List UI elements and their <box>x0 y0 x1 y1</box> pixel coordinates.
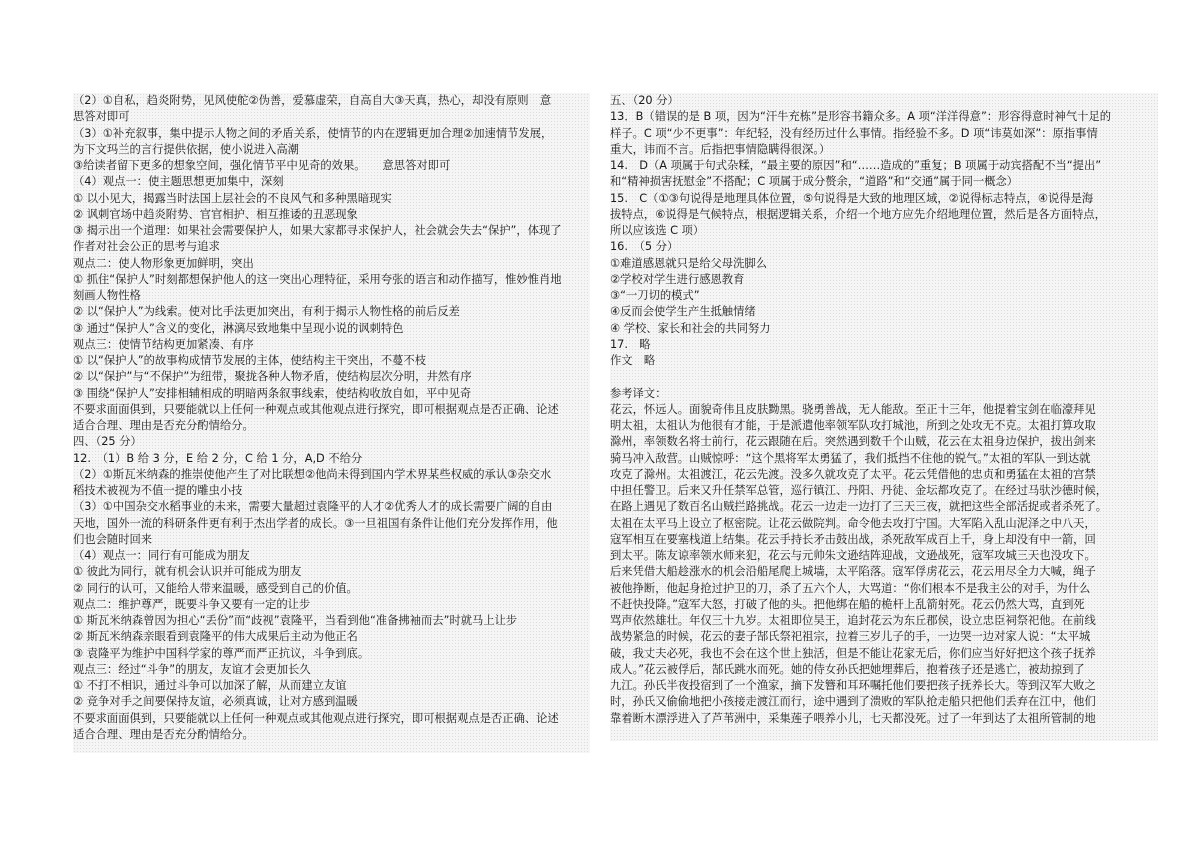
text-line: ② 讽刺官场中趋炎附势、官官相护、相互推诿的丑恶现象 <box>73 207 358 221</box>
text-line: ④反而会使学生产生抵触情绪 <box>610 305 756 319</box>
text-line: 后来凭借大船趁涨水的机会沿船尾爬上城墙，太平陷落。寇军俘虏花云，花云用尽全力大喊，绳子 <box>610 565 1096 579</box>
text-line: ① 斯瓦米纳森曾因为担心“丢份”而“歧视”袁隆平，当看到他“准备拂袖而去”时就马上让步 <box>73 614 518 627</box>
text-line: 适合合理、理由是否充分酌情给分。 <box>73 727 254 741</box>
text-line: （2）①自私，趋炎附势，见风使舵②伪善，爱慕虚荣，自高自大③天真，热心，却没有原则 意 <box>73 94 552 107</box>
text-line: 被他挣断，他起身抢过护卫的刀，杀了五六个人，大骂道：“你们根本不是我主公的对手，为什么 <box>610 581 1091 595</box>
text-line: 拔特点，⑥说得是气候特点，根据逻辑关系，介绍一个地方应先介绍地理位置，然后是各方面特点， <box>610 207 1106 221</box>
text-line: 九江。孙氏半夜投宿到了一个渔家，摘下发簪和耳环嘱托他们要把孩子抚养长大。等到汉军大败之 <box>610 679 1096 692</box>
text-line: ③ 袁隆平为维护中国科学家的尊严而严正抗议，斗争到底。 <box>73 646 370 660</box>
text-line: 骑马冲入敌营。山贼惊呼：“这个黑将军太勇猛了，我们抵挡不住他的锐气。”太祖的军队一到达就 <box>610 451 1091 465</box>
text-line: 所以应该选 C 项） <box>610 224 705 237</box>
text-line: 战势紧急的时候，花云的妻子郜氏祭祀祖宗，拉着三岁儿子的手，一边哭一边对家人说：“太平城 <box>610 630 1091 644</box>
text-line: 成人。”花云被俘后，郜氏跳水而死。她的侍女孙氏把她埋葬后，抱着孩子还是逃亡，被劫掠到了 <box>610 662 1085 676</box>
text-line: 13．B（错误的是 B 项，因为“汗牛充栋”是形容书籍众多。A 项“洋洋得意”：形容得意时神气十足的 <box>610 110 1112 124</box>
text-line: ② 同行的认可，又能给人带来温暖，感受到自己的价值。 <box>73 581 358 595</box>
text-line: 12. （1）B 给 3 分，E 给 2 分，C 给 1 分，A,D 不给分 <box>73 451 363 465</box>
text-line: 稻技术被视为不值一提的雕虫小技 <box>73 484 243 497</box>
text-line: ④ 学校、家长和社会的共同努力 <box>610 321 771 335</box>
text-line: 样子。C 项“少不更事”：年纪轻，没有经历过什么事情。指经验不多。D 项“讳莫如深”：原指事情 <box>610 126 1098 140</box>
text-line: 骂声依然雄壮。年仅三十九岁。太祖即位吴王，追封花云为东丘郡侯，设立忠臣祠祭祀他。在前线 <box>610 614 1096 627</box>
text-line: 作文 略 <box>610 354 656 367</box>
text-line: 五、（20 分） <box>610 94 679 107</box>
text-line: 思答对即可 <box>73 110 130 124</box>
text-line: ② 以“保护人”为线索。使对比手法更加突出，有利于揭示人物性格的前后反差 <box>73 305 460 319</box>
text-line: ③ 围绕“保护人”安排相辅相成的明暗两条叙事线索，使结构收放自如，平中见奇 <box>73 386 472 400</box>
text-line: ③给读者留下更多的想象空间，强化情节平中见奇的效果。 意思答对即可 <box>73 159 451 172</box>
text-line: 到太平。陈友谅率领水师来犯，花云与元帅朱文逊结阵迎战，文逊战死，寇军攻城三天也没攻下。 <box>610 549 1096 562</box>
text-line: 破，我丈夫必死，我也不会在这个世上独活，但是不能让花家无后，你们应当好好把这个孩子抚养 <box>610 646 1096 660</box>
text-line: ① 不打不相识，通过斗争可以加深了解，从而建立友谊 <box>73 679 347 692</box>
text-line: 16. （5 分） <box>610 240 679 254</box>
text-line: 在路上遇见了数百名山贼拦路挑战。花云一边走一边打了三天三夜，就把这些全部活捉或者杀死了。 <box>610 500 1108 514</box>
text-line: ③ 揭示出一个道理：如果社会需要保护人，如果大家都寻求保护人，社会就会失去“保护”，体现了 <box>73 224 562 237</box>
text-line: 时，孙氏又偷偷地把小孩接走渡江而行，途中遇到了溃败的军队抢走船只把他们丢弃在江中，他们 <box>610 695 1096 709</box>
text-line: ①难道感恩就只是给父母洗脚么 <box>610 256 767 270</box>
text-line: 们也会随时回来 <box>73 532 153 546</box>
text-line: 不要求面面俱到，只要能就以上任何一种观点或其他观点进行探究，即可根据观点是否正确、论述 <box>73 402 559 416</box>
text-line: ③“一刀切的模式” <box>610 289 700 302</box>
text-line: 观点三：经过“斗争”的朋友，友谊才会更加长久 <box>73 662 311 676</box>
text-line: ②学校对学生进行感恩教育 <box>610 272 745 286</box>
text-line: 花云，怀远人。面貌奇伟且皮肤黝黑。骁勇善战，无人能敌。至正十三年，他提着宝剑在临濠拜见 <box>610 402 1096 416</box>
text-line: 四、（25 分） <box>73 435 142 449</box>
text-line: ② 竞争对手之间要保持友谊，必须真诚，让对方感到温暖 <box>73 695 358 709</box>
text-line <box>610 369 1158 385</box>
text-line: 重大，讳而不言。后指把事情隐瞒得很深。） <box>610 142 831 156</box>
text-line: ① 以小见大，揭露当时法国上层社会的不良风气和多种黑暗现实 <box>73 191 392 205</box>
text-line: 明太祖，太祖认为他很有才能，于是派遣他率领军队攻打城池，所到之处攻无不克。太祖打算攻取 <box>610 419 1096 432</box>
text-line: 刻画人物性格 <box>73 289 141 302</box>
text-line: 观点三：使情节结构更加紧凑、有序 <box>73 337 254 351</box>
text-line: ② 以“保护”与“不保护”为纽带，聚拢各种人物矛盾，使结构层次分明，井然有序 <box>73 370 472 384</box>
text-line: 攻克了滁州。太祖渡江，花云先渡。没多久就攻克了太平。花云凭借他的忠贞和勇猛在太祖的宫禁 <box>610 467 1096 481</box>
text-line: ① 抓住“保护人”时刻都想保护他人的这一突出心理特征，采用夸张的语言和动作描写，惟妙惟肖地 <box>73 272 562 286</box>
text-line: 15. C（①③句说得是地理具体位置，⑤句说得是大致的地理区域，②说得标志特点，④说得是海 <box>610 191 1094 205</box>
answer-key-right-column <box>610 93 1158 741</box>
text-line: （3）①补充叙事，集中提示人物之间的矛盾关系，使情节的内在逻辑更加合理②加速情节发展， <box>73 126 553 140</box>
text-line: 观点二：维护尊严，既要斗争又要有一定的让步 <box>73 597 311 611</box>
text-line: ① 彼此为同行，就有机会认识并可能成为朋友 <box>73 565 302 579</box>
text-line: 适合合理、理由是否充分酌情给分。 <box>73 419 254 432</box>
text-line: ③ 通过“保护人”含义的变化，淋漓尽致地集中呈现小说的讽刺特色 <box>73 321 404 335</box>
text-line: 靠着断木漂浮进入了芦苇洲中，采集莲子喂养小儿，七天都没死。过了一年到达了太祖所管制的地 <box>610 711 1096 725</box>
text-line: 参考译文： <box>610 386 667 400</box>
text-line: ② 斯瓦米纳森亲眼看到袁隆平的伟大成果后主动为他正名 <box>73 630 358 644</box>
text-line: 不赶快投降。”寇军大怒，打破了他的头。把他绑在船的桅杆上乱箭射死。花云仍然大骂，直到死 <box>610 597 1085 611</box>
text-line: 为下文玛兰的言行提供依据，使小说进入高潮 <box>73 142 299 156</box>
text-line: 17. 略 <box>610 337 651 351</box>
text-line: 和“精神损害抚慰金”不搭配；C 项属于成分赘余，“道路”和“交通”属于同一概念） <box>610 175 1019 189</box>
text-line: 滁州，率领数名将士前行，花云跟随在后。突然遇到数千个山贼，花云在太祖身边保护，拔出剑来 <box>610 435 1096 449</box>
text-line: 中担任警卫。后来又升任禁军总管，巡行镇江、丹阳、丹徒、金坛都攻克了。在经过马驮沙德时候， <box>610 484 1108 497</box>
text-line: 观点二：使人物形象更加鲜明，突出 <box>73 256 254 270</box>
text-line: 太祖在太平马上设立了枢密院。让花云做院判。命令他去攻打宁国。大军陷入乱山泥泽之中八天， <box>610 516 1096 530</box>
text-line: 14. D（A 项属于句式杂糅，“最主要的原因”和“……造成的”重复；B 项属于动宾搭配不当“提出” <box>610 159 1102 172</box>
text-line: 寇军相互在要塞栈道上结集。花云手持长矛击鼓出战，杀死敌军成百上千，身上却没有中一箭，回 <box>610 532 1096 546</box>
text-line: ① 以“保护人”的故事构成情节发展的主体，使结构主干突出，不蔓不枝 <box>73 354 427 367</box>
text-line: （2）①斯瓦米纳森的推崇使他产生了对比联想②他尚未得到国内学术界某些权威的承认③杂交水 <box>73 467 552 481</box>
text-line: 天地，国外一流的科研条件更有利于杰出学者的成长。③一旦祖国有条件让他们充分发挥作用，他 <box>73 516 558 530</box>
text-line: 作者对社会公正的思考与追求 <box>73 240 220 254</box>
text-line: （4）观点一：使主题思想更加集中，深刻 <box>73 175 284 189</box>
text-line: 不要求面面俱到，只要能就以上任何一种观点或其他观点进行探究，即可根据观点是否正确、论述 <box>73 711 559 725</box>
text-line: （3）①中国杂交水稻事业的未来，需要大量超过袁隆平的人才②优秀人才的成长需要广阔的自由 <box>73 500 553 514</box>
answer-key-left-column <box>73 93 590 753</box>
text-line: （4）观点一：同行有可能成为朋友 <box>73 549 250 562</box>
